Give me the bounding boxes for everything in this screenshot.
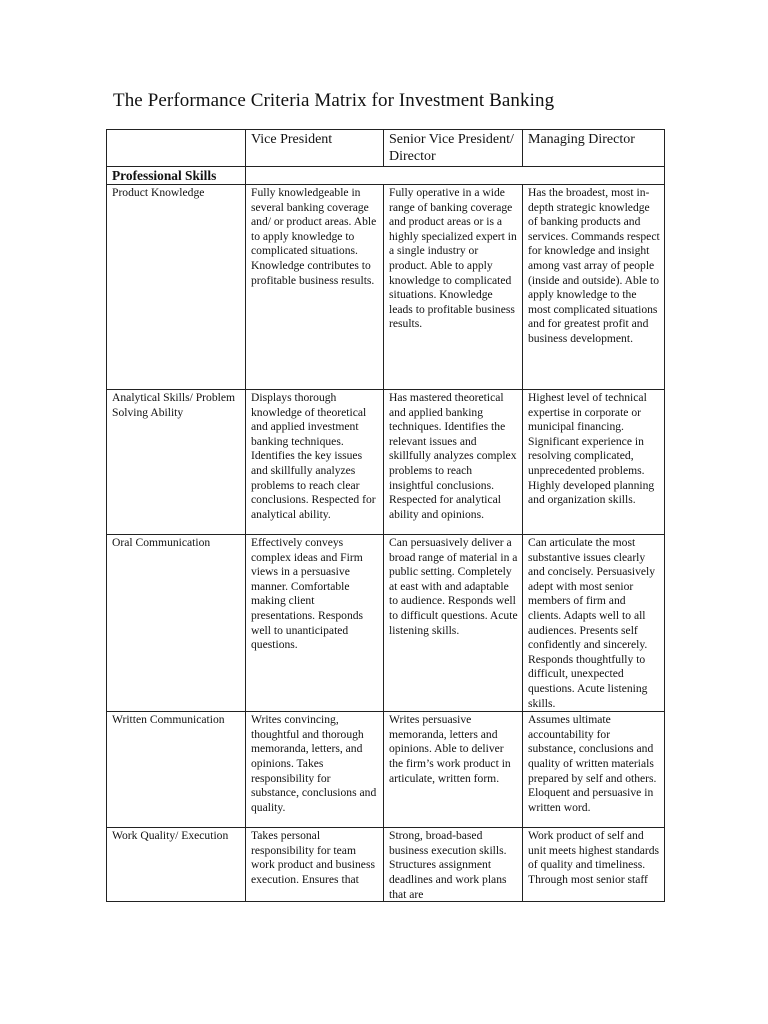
vp-criteria-text: Takes personal responsibility for team work product and business execution. Ensures that [251, 829, 375, 886]
section-blank-cell [246, 167, 665, 185]
section-row [107, 167, 665, 185]
section-label-professional-skills: Professional Skills [107, 167, 246, 185]
svp-criteria-text: Strong, broad-based business execution skills. Structures assignment deadlines and work plans that are [389, 829, 507, 901]
criterion-label: Analytical Skills/ Problem Solving Ability [107, 390, 246, 535]
criteria-matrix-table [106, 129, 665, 902]
criterion-label [107, 828, 246, 902]
vp-criteria-cell: Displays thorough knowledge of theoretical and applied investment banking techniques. Identifies the key issues and skillfully analyzes problems to reach clear conclusions. Respected for analytical ability. [246, 390, 384, 535]
table-row [107, 828, 665, 902]
svp-criteria-cell: Fully operative in a wide range of banking coverage and product areas or is a highly specialized expert in a single industry or product. Able to apply knowledge to complicated situations. Knowledge leads to profitable business results. [384, 185, 523, 390]
md-criteria-cell: Highest level of technical expertise in corporate or municipal financing. Significant experience in resolving complicated, unprecedented problems. Highly developed planning and organization skills. [523, 390, 665, 535]
header-row [107, 130, 665, 167]
criterion-label: Written Communication [107, 712, 246, 828]
table-row [107, 712, 665, 828]
md-criteria-cell [523, 828, 665, 902]
svp-criteria-cell: Writes persuasive memoranda, letters and opinions. Able to deliver the firm’s work product in articulate, written form. [384, 712, 523, 828]
md-criteria-cell: Can articulate the most substantive issues clearly and concisely. Persuasively adept with most senior members of firm and clients. Adapts well to all audiences. Presents self confidently and sincerely. Responds thoughtfully to difficult, unexpected questions. Acute listening skills. [523, 535, 665, 712]
md-criteria-cell: Has the broadest, most in-depth strategic knowledge of banking products and services. Commands respect for knowledge and insight among vast array of people (inside and outside). Able to apply knowledge to the most complicated situations and for greatest profit and business development. [523, 185, 665, 390]
vp-criteria-cell: Fully knowledgeable in several banking coverage and/ or product areas. Able to apply knowledge to complicated situations. Knowledge contributes to profitable business results. [246, 185, 384, 390]
column-header-managing-director: Managing Director [523, 130, 665, 167]
vp-criteria-cell [246, 828, 384, 902]
vp-criteria-cell: Effectively conveys complex ideas and Firm views in a persuasive manner. Comfortable making client presentations. Responds well to unanticipated questions. [246, 535, 384, 712]
vp-criteria-cell: Writes convincing, thoughtful and thorough memoranda, letters, and opinions. Takes responsibility for substance, conclusions and quality. [246, 712, 384, 828]
column-header-senior-vice-president-director: Senior Vice President/ Director [384, 130, 523, 167]
table-row [107, 535, 665, 712]
criterion-label: Product Knowledge [107, 185, 246, 390]
svp-criteria-cell: Can persuasively deliver a broad range of material in a public setting. Completely at east with and adaptable to audience. Responds well to difficult questions. Acute listening skills. [384, 535, 523, 712]
page-title: The Performance Criteria Matrix for Investment Banking [113, 90, 555, 111]
svp-criteria-cell [384, 828, 523, 902]
svp-criteria-cell: Has mastered theoretical and applied banking techniques. Identifies the relevant issues and skillfully analyzes complex problems to reach insightful conclusions. Respected for analytical ability and opinions. [384, 390, 523, 535]
table-row [107, 390, 665, 535]
md-criteria-text: Work product of self and unit meets highest standards of quality and timeliness. Through most senior staff [528, 829, 660, 886]
column-header-vice-president: Vice President [246, 130, 384, 167]
criterion-label: Oral Communication [107, 535, 246, 712]
header-corner-cell [107, 130, 246, 167]
table-row [107, 185, 665, 390]
md-criteria-cell: Assumes ultimate accountability for substance, conclusions and quality of written materials prepared by self and others. Eloquent and persuasive in written word. [523, 712, 665, 828]
criterion-label-text: Work Quality/ Execution [112, 829, 229, 843]
